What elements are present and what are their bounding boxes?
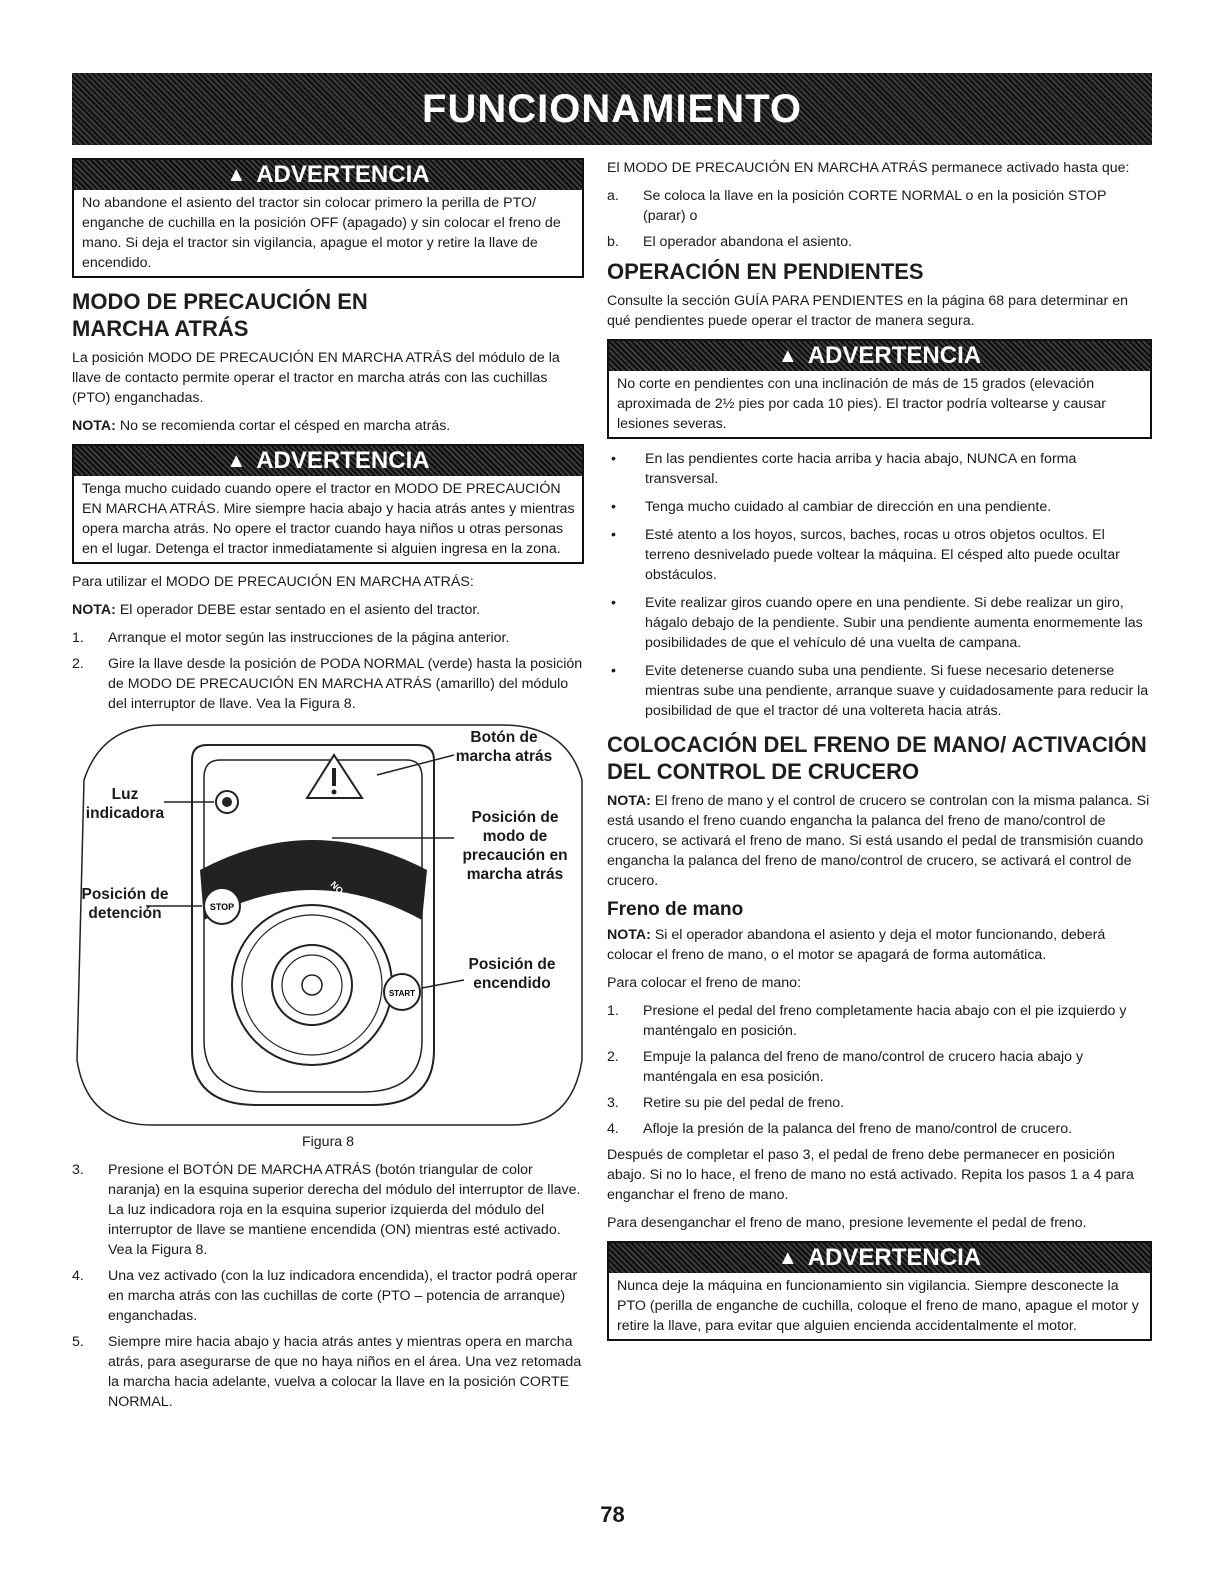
paragraph: Para desenganchar el freno de mano, presione levemente el pedal de freno. (607, 1215, 1087, 1231)
figure-caption: Figura 8 (301, 1134, 355, 1150)
heading-freno: COLOCACIÓN DEL FRENO DE MANO/ ACTIVACIÓN DEL CONTROL DE CRUCERO (607, 732, 1147, 784)
label-stop-position: Posición de detención (81, 886, 169, 922)
key-switch-illustration (72, 720, 584, 1130)
list-item: • Evite realizar giros cuando opere en una pendiente. Si debe realizar un giro, hágalo debajo de la pendiente. Subir una pendiente aumenta enormemente las posibilidades de que el vehículo dé una vuelta de campana. (607, 593, 1152, 653)
list-item: 1. Presione el pedal del freno completamente hacia abajo con el pie izquierdo y manténgalo en posición. (607, 1003, 1127, 1039)
paragraph: Para utilizar el MODO DE PRECAUCIÓN EN MARCHA ATRÁS: (72, 574, 474, 590)
note: NOTA: No se recomienda cortar el césped en marcha atrás. (72, 418, 451, 434)
warning-header: ▲ ADVERTENCIA (609, 1243, 1150, 1273)
list-item: • Esté atento a los hoyos, surcos, baches, rocas u otros objetos ocultos. El terreno desnivelado puede voltear la máquina. El césped alto puede ocultar obstáculos. (607, 525, 1152, 585)
note: NOTA: Si el operador abandona el asiento y deja el motor funcionando, deberá colocar el freno de mano, o el motor se apagará de forma automática. (607, 927, 1106, 963)
steps-list (72, 1160, 584, 1412)
warning-text: Nunca deje la máquina en funcionamiento sin vigilancia. Siempre desconecte la PTO (perilla de enganche de cuchilla, coloque el freno de mano, apague el motor y retire la llave, para evitar que alguien encienda accidentalmente el motor. (617, 1278, 1139, 1334)
steps-list (72, 628, 584, 714)
right-column (607, 158, 1152, 1349)
warning-triangle-icon: ▲ (226, 163, 247, 186)
warning-header: ▲ ADVERTENCIA (609, 341, 1150, 371)
start-position-marker: START (388, 989, 416, 998)
warning-text: Tenga mucho cuidado cuando opere el tractor en MODO DE PRECAUCIÓN EN MARCHA ATRÁS. Mire siempre hacia abajo y hacia atrás antes y mientras opera marcha atrás. No opere el tractor cuando haya niños u otras personas en el lugar. Detenga el tractor inmediatamente si alguien ingresa en la zona. (82, 481, 575, 557)
mowing-position-marker: NO MOWING (328, 879, 375, 926)
list-item: 4. Afloje la presión de la palanca del freno de mano/control de crucero. (607, 1121, 1073, 1137)
figure-8 (72, 720, 584, 1130)
section-banner (72, 73, 1152, 145)
heading-pendientes: OPERACIÓN EN PENDIENTES (607, 259, 924, 284)
warning-text: No corte en pendientes con una inclinación de más de 15 grados (elevación aproximada de 2½ pies por cada 10 pies). El tractor podría voltearse y causar lesiones severas. (617, 376, 1106, 432)
paragraph: La posición MODO DE PRECAUCIÓN EN MARCHA ATRÁS del módulo de la llave de contacto permite operar el tractor en marcha atrás con las cuchillas (PTO) enganchadas. (72, 350, 560, 406)
warning-triangle-icon: ▲ (777, 1246, 798, 1269)
paragraph: Consulte la sección GUÍA PARA PENDIENTES en la página 68 para determinar en qué pendientes puede operar el tractor de manera segura. (607, 293, 1129, 329)
page-number: 78 (600, 1502, 625, 1527)
list-item: 4. Una vez activado (con la luz indicadora encendida), el tractor podrá operar en marcha atrás con las cuchillas de corte (PTO – potencia de arranque) enganchadas. (72, 1268, 578, 1324)
list-item: 3. Retire su pie del pedal de freno. (607, 1095, 845, 1111)
warning-box (607, 339, 1152, 439)
warning-triangle-icon: ▲ (226, 449, 247, 472)
condition-list (607, 186, 1152, 252)
list-item: 2. Empuje la palanca del freno de mano/control de crucero hacia abajo y manténgala en esa posición. (607, 1049, 1084, 1085)
list-item: 1. Arranque el motor según las instrucciones de la página anterior. (72, 630, 510, 646)
warning-text: No abandone el asiento del tractor sin colocar primero la perilla de PTO/ enganche de cuchilla en la posición OFF (apagado) y sin colocar el freno de mano. Si deja el tractor sin vigilancia, apague el motor y retire la llave de encendido. (82, 195, 561, 271)
list-item: • Tenga mucho cuidado al cambiar de dirección en una pendiente. (607, 497, 1152, 517)
list-item: • Evite detenerse cuando suba una pendiente. Si fuese necesario detenerse mientras sube una pendiente, arranque suave y cuidadosamente para reducir la posibilidad de que el tractor dé una voltereta hacia atrás. (607, 661, 1152, 721)
paragraph: Después de completar el paso 3, el pedal de freno debe permanecer en posición abajo. Si no lo hace, el freno de mano no está activado. Repita los pasos 1 a 4 para enganchar el freno de mano. (607, 1147, 1134, 1203)
steps-list (607, 1001, 1152, 1139)
list-item: b. El operador abandona el asiento. (607, 234, 853, 250)
stop-position-marker: STOP (209, 902, 235, 912)
label-start-position: Posición de encendido (468, 956, 556, 992)
list-item: a. Se coloca la llave en la posición CORTE NORMAL o en la posición STOP (parar) o (607, 188, 1107, 224)
label-reverse-button: Botón de marcha atrás (455, 729, 553, 765)
warning-box (607, 1241, 1152, 1341)
warning-triangle-icon: ▲ (777, 344, 798, 367)
label-indicator-light: Luz indicadora (85, 786, 165, 822)
note: NOTA: El operador DEBE estar sentado en el asiento del tractor. (72, 602, 481, 618)
left-column (72, 158, 584, 1418)
heading-freno-mano: Freno de mano (607, 899, 744, 920)
label-reverse-caution-position: Posición de modo de precaución en marcha atrás (462, 809, 568, 883)
paragraph: Para colocar el freno de mano: (607, 975, 802, 991)
warning-box (72, 444, 584, 564)
warning-header: ▲ ADVERTENCIA (74, 446, 582, 476)
list-item: 3. Presione el BOTÓN DE MARCHA ATRÁS (botón triangular de color naranja) en la esquina superior derecha del módulo del interruptor de llave. La luz indicadora roja en la esquina superior izquierda del módulo del interruptor de llave se mantiene encendida (ON) mientras esté activado. Vea la Figura 8. (72, 1162, 581, 1258)
heading-precaucion: MODO DE PRECAUCIÓN EN MARCHA ATRÁS (72, 289, 368, 341)
list-item: 5. Siempre mire hacia abajo y hacia atrás antes y mientras opera en marcha atrás, para asegurarse de que no haya niños en el área. Una vez retomada la marcha hacia adelante, vuelva a colocar la llave en la posición CORTE NORMAL. (72, 1334, 582, 1410)
list-item: • En las pendientes corte hacia arriba y hacia abajo, NUNCA en forma transversal. (607, 449, 1152, 489)
warning-box (72, 158, 584, 278)
paragraph: El MODO DE PRECAUCIÓN EN MARCHA ATRÁS permanece activado hasta que: (607, 160, 1130, 176)
banner-title: FUNCIONAMIENTO (422, 86, 802, 131)
slope-bullets (607, 449, 1152, 721)
note: NOTA: El freno de mano y el control de crucero se controlan con la misma palanca. Si está usando el freno cuando engancha la palanca del freno de mano/control de crucero, se activará el freno de mano. Si está usando el pedal de transmisión cuando engancha la palanca del freno de mano/control de crucero, se activará el control de crucero. (607, 793, 1150, 889)
warning-header: ▲ ADVERTENCIA (74, 160, 582, 190)
list-item: 2. Gire la llave desde la posición de PODA NORMAL (verde) hasta la posición de MODO DE PRECAUCIÓN EN MARCHA ATRÁS (amarillo) del módulo del interruptor de llave. Vea la Figura 8. (72, 656, 583, 712)
